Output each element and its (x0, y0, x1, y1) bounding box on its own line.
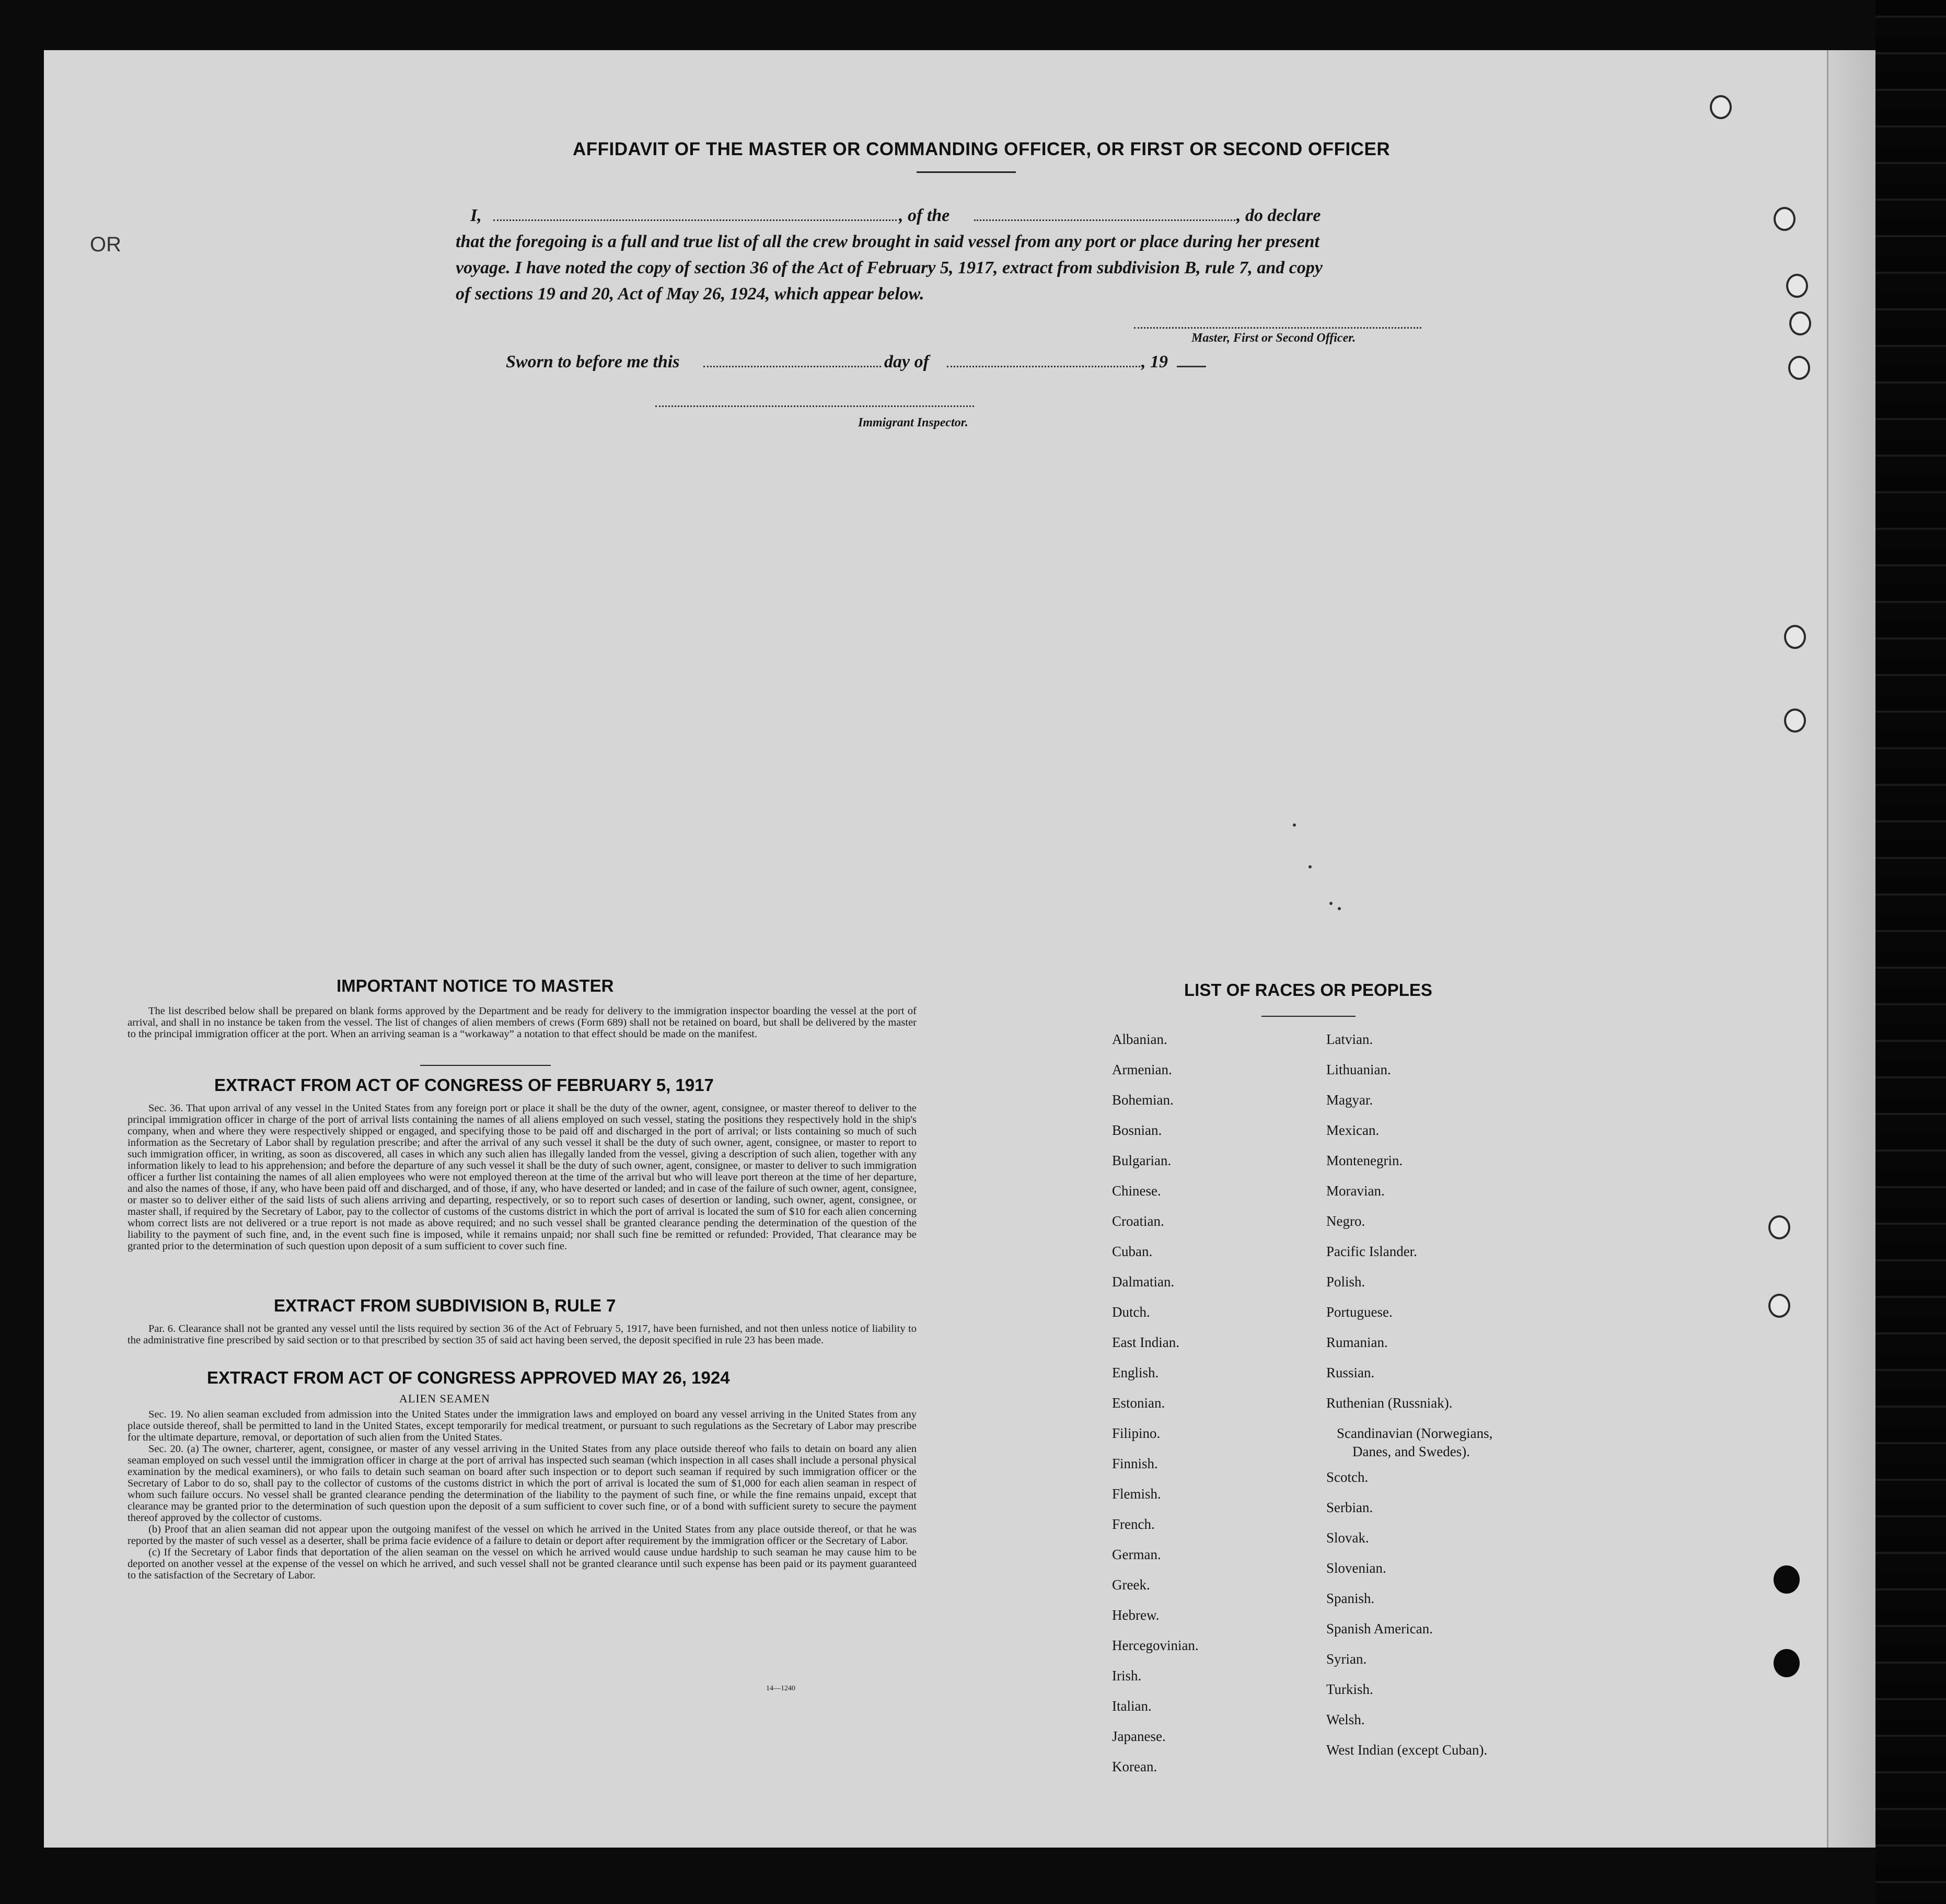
punch-hole-icon (1774, 207, 1796, 231)
inspector-label: Immigrant Inspector. (858, 416, 968, 429)
sworn-day-of: day of (884, 352, 929, 371)
punch-hole-icon (1784, 709, 1806, 733)
race-item: Hebrew. (1112, 1607, 1160, 1623)
extract-1917-title: EXTRACT FROM ACT OF CONGRESS OF FEBRUARY 5, 1917 (214, 1075, 714, 1095)
notice-title: IMPORTANT NOTICE TO MASTER (337, 976, 614, 995)
section-divider (420, 1065, 551, 1066)
race-item: Russian. (1326, 1365, 1375, 1380)
race-item: Scandinavian (Norwegians, (1337, 1425, 1493, 1441)
sworn-year-blank (1177, 366, 1206, 367)
ink-speck (1308, 865, 1312, 868)
sworn-month-blank (947, 366, 1140, 367)
punch-hole-icon (1768, 1294, 1790, 1318)
punch-hole-icon (1788, 356, 1810, 380)
punch-hole-icon (1784, 625, 1806, 649)
name-blank (493, 219, 897, 221)
race-item: Mexican. (1326, 1122, 1380, 1138)
title-underline (917, 171, 1016, 173)
race-item: Flemish. (1112, 1486, 1161, 1502)
notice-text: The list described below shall be prepared on blank forms approved by the Department and be ready for delivery to the immigration inspector boarding the vessel at the port of arrival, and shall in no instance be taken from the vessel. The list of changes of alien members of crews (Form 689) shall not be retained on board, but shall be delivered by the master to the principal immigration officer at the port. When an arriving seaman is a “workaway” a notation to that effect should be made on the manifest. (128, 1005, 917, 1040)
extract-1917-body (128, 1102, 917, 1252)
ink-speck (1293, 823, 1296, 827)
margin-mark: OR (90, 233, 121, 256)
sworn-day-blank (703, 366, 881, 367)
race-item: Syrian. (1326, 1651, 1367, 1667)
race-item: Bosnian. (1112, 1122, 1162, 1138)
signature-label: Master, First or Second Officer. (1191, 331, 1356, 345)
form-number: 14—1240 (766, 1685, 795, 1692)
affidavit-line-4: of sections 19 and 20, Act of May 26, 1924, which appear below. (456, 284, 924, 304)
race-item: Dutch. (1112, 1304, 1150, 1320)
document-page (44, 50, 1875, 1848)
scanner-background-edge (1875, 0, 1946, 1904)
extract-rule7-text: Par. 6. Clearance shall not be granted any vessel until the lists required by section 36 of the Act of February 5, 1917, have been furnished, and not then unless notice of liability to the administrative fine prescribed by said section or to that prescribed by section 35 of said act having been served, the deposit specified in rule 23 has been made. (128, 1323, 917, 1346)
inspector-signature-blank (655, 405, 974, 407)
affidavit-title: AFFIDAVIT OF THE MASTER OR COMMANDING OFFICER, OR FIRST OR SECOND OFFICER (573, 139, 1391, 159)
punch-hole-icon (1710, 95, 1732, 119)
punch-hole-icon (1768, 1215, 1790, 1239)
affidavit-declare: , do declare (1236, 206, 1321, 225)
race-item: Ruthenian (Russniak). (1326, 1395, 1453, 1411)
race-item: Croatian. (1112, 1213, 1164, 1229)
race-item: Portuguese. (1326, 1304, 1393, 1320)
race-item: Welsh. (1326, 1712, 1365, 1727)
sec-20c-text: (c) If the Secretary of Labor finds that deportation of the alien seaman on the vessel on which he arrived would cause undue hardship to such seaman he may cause him to be deported on another vessel at the expense of the vessel on which he arrived, and such vessel shall not be granted clearance until such expense has been paid or its payment guaranteed to the satisfaction of the Secretary of Labor. (128, 1547, 917, 1581)
race-item: Pacific Islander. (1326, 1244, 1417, 1259)
race-item: English. (1112, 1365, 1159, 1380)
race-item: Polish. (1326, 1274, 1365, 1290)
ink-speck (1329, 902, 1333, 905)
sec-19-text: Sec. 19. No alien seaman excluded from admission into the United States under the immigration laws and employed on board any vessel arriving in the United States from any place outside thereof, shall be permitted to land in the United States, except temporarily for medical treatment, or pursuant to such regulations as the Secretary of Labor may prescribe for the ultimate departure, removal, or deportation of such alien from the United States. (128, 1409, 917, 1443)
extract-1924-body (128, 1409, 917, 1581)
sworn-year: , 19 (1141, 352, 1168, 371)
affidavit-line-3: voyage. I have noted the copy of section 36 of the Act of February 5, 1917, extract from subdivision B, rule 7, and copy (456, 258, 1323, 277)
race-item: Montenegrin. (1326, 1153, 1403, 1168)
race-item: Moravian. (1326, 1183, 1385, 1199)
race-item: Cuban. (1112, 1244, 1153, 1259)
race-item: Albanian. (1112, 1031, 1167, 1047)
ink-speck (1338, 907, 1341, 910)
race-item: Scotch. (1326, 1469, 1369, 1485)
race-item: Italian. (1112, 1698, 1152, 1714)
extract-1924-title: EXTRACT FROM ACT OF CONGRESS APPROVED MAY 26, 1924 (207, 1368, 730, 1387)
race-item: Danes, and Swedes). (1352, 1444, 1470, 1459)
race-item: German. (1112, 1547, 1161, 1562)
race-item: East Indian. (1112, 1334, 1179, 1350)
race-item: Spanish. (1326, 1590, 1375, 1606)
punch-hole-icon (1789, 311, 1811, 335)
race-item: Magyar. (1326, 1092, 1373, 1108)
race-item: Greek. (1112, 1577, 1150, 1593)
race-item: Armenian. (1112, 1062, 1172, 1077)
race-item: Bohemian. (1112, 1092, 1174, 1108)
race-item: Slovak. (1326, 1530, 1369, 1546)
race-item: Finnish. (1112, 1456, 1158, 1471)
alien-seamen-subtitle: ALIEN SEAMEN (399, 1392, 490, 1405)
punch-hole-icon (1786, 274, 1808, 298)
extract-1917-text: Sec. 36. That upon arrival of any vessel in the United States from any foreign port or place it shall be the duty of the owner, agent, consignee, or master thereof to deliver to the principal immigration officer in charge of the port of arrival lists containing the names of all aliens employed on such vessel, stating the positions they respectively hold in the ship's company, when and where they were respectively shipped or engaged, and specifying those to be paid off and discharged in the port of arrival; or lists containing so much of such information as the Secretary of Labor shall by regulation prescribe; and after the arrival of any such vessel it shall be the duty of such owner, agent, consignee, or master to report to such immigration officer, in writing, as soon as discovered, all cases in which any such alien has illegally landed from the vessel, giving a description of such alien, together with any information likely to lead to his apprehension; and before the departure of any such vessel it shall be the duty of such owner, agent, consignee, or master to deliver to such immigration officer a further list containing the names of all alien employees who were not employed thereon at the time of the arrival but who will leave port thereon at the time of her departure, and also the names of those, if any, who have been paid off and discharged, and of those, if any, who have deserted or landed; and in case of the failure of such owner, agent, consignee, or master so to deliver either of the said lists of such aliens arriving and departing, respectively, or so to report such cases of desertion or landing, such owner, agent, consignee, or master shall, if required by the Secretary of Labor, pay to the collector of customs of the customs district in which the port of arrival is located the sum of $10 for each alien concerning whom correct lists are not delivered or a true report is not made as above required; and no such vessel shall be granted clearance pending the determination of the question of the liability to the payment of such fine, and, in the event such fine is imposed, while it remains unpaid; nor shall such fine be remitted or refunded: Provided, That clearance may be granted prior to the determination of such question upon deposit of a sum sufficient to cover such fine. (128, 1102, 917, 1252)
race-item: Estonian. (1112, 1395, 1165, 1411)
punch-hole-filled-icon (1774, 1565, 1800, 1594)
notice-body (128, 1005, 917, 1040)
race-item: Slovenian. (1326, 1560, 1386, 1576)
race-item: Korean. (1112, 1759, 1157, 1774)
race-item: West Indian (except Cuban). (1326, 1742, 1488, 1758)
race-item: Hercegovinian. (1112, 1638, 1199, 1653)
race-item: Dalmatian. (1112, 1274, 1175, 1290)
races-right-column (1326, 1024, 1492, 1765)
race-item: Irish. (1112, 1668, 1142, 1684)
race-item: Chinese. (1112, 1183, 1161, 1199)
punch-hole-filled-icon (1774, 1649, 1800, 1677)
affidavit-i: I, (470, 206, 482, 225)
races-underline (1261, 1016, 1356, 1017)
race-item: Bulgarian. (1112, 1153, 1172, 1168)
sec-20a-text: Sec. 20. (a) The owner, charterer, agent, consignee, or master of any vessel arriving in the United States from any place outside thereof who fails to detain on board any alien seaman employed on such vessel until the immigration officer in charge at the port of arrival has inspected such seaman (which inspection in all cases shall include a personal physical examination by the medical examiners), or who fails to detain such seaman on board after such inspection or to deport such seaman if required by such immigration officer or the Secretary of Labor to do so, shall pay to the collector of customs of the customs district in which the port of arrival is located the sum of $1,000 for each alien seaman in respect of whom such failure occurs. No vessel shall be granted clearance pending the determination of the liability to the payment of such fine, or while the fine remains unpaid, except that clearance may be granted prior to the determination of such question upon the deposit of a sum sufficient to cover such fine, or of a bond with sufficient surety to secure the payment thereof approved by the collector of customs. (128, 1443, 917, 1524)
races-title: LIST OF RACES OR PEOPLES (1184, 980, 1432, 1000)
extract-rule7-body (128, 1323, 917, 1346)
race-item: Lithuanian. (1326, 1062, 1391, 1077)
race-item: Serbian. (1326, 1500, 1373, 1515)
race-item: Latvian. (1326, 1031, 1373, 1047)
races-left-column (1112, 1024, 1199, 1782)
race-item: Turkish. (1326, 1681, 1373, 1697)
sec-20b-text: (b) Proof that an alien seaman did not appear upon the outgoing manifest of the vessel on which he arrived in the United States from any place outside thereof, or that he was reported by the master of such vessel as a deserter, shall be prima facie evidence of a failure to detain or deport after requirement by the immigration officer or the Secretary of Labor. (128, 1524, 917, 1547)
affidavit-of-the: , of the (899, 206, 950, 225)
race-item: Filipino. (1112, 1425, 1161, 1441)
vessel-blank (974, 219, 1235, 221)
extract-rule7-title: EXTRACT FROM SUBDIVISION B, RULE 7 (274, 1296, 616, 1315)
race-item: Spanish American. (1326, 1621, 1433, 1636)
race-item: Japanese. (1112, 1728, 1166, 1744)
page-edge-strip (1827, 50, 1875, 1848)
race-item: Negro. (1326, 1213, 1365, 1229)
sworn-prefix: Sworn to before me this (506, 352, 680, 371)
race-item: Rumanian. (1326, 1334, 1388, 1350)
signature-blank (1134, 327, 1421, 329)
affidavit-line-2: that the foregoing is a full and true list of all the crew brought in said vessel from any port or place during her present (456, 232, 1319, 251)
race-item: French. (1112, 1516, 1155, 1532)
